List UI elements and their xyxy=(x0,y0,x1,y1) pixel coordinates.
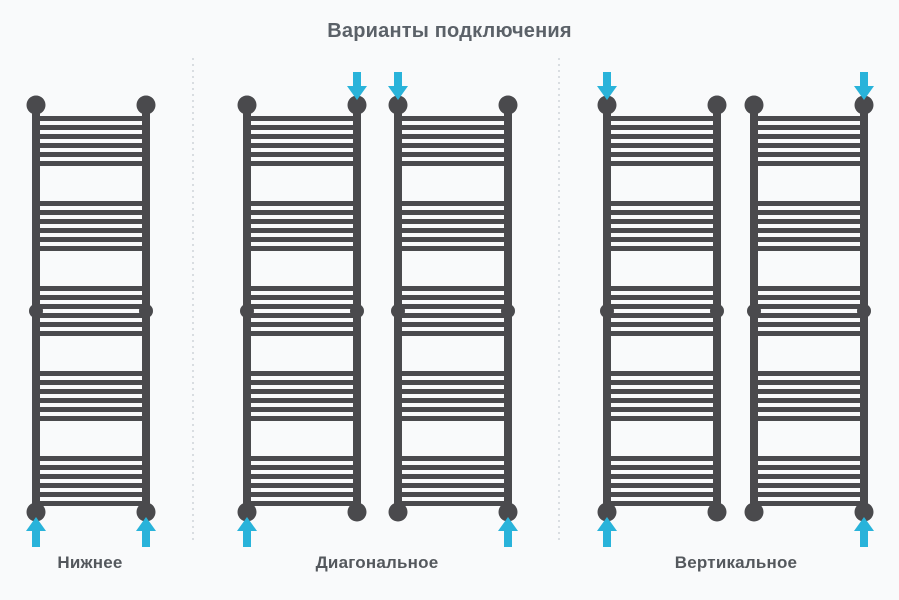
rung-bar xyxy=(603,483,721,488)
rung-bar xyxy=(394,474,512,479)
rung-bar xyxy=(750,134,868,139)
left-middle-connector xyxy=(747,304,761,318)
rung-bar xyxy=(32,456,150,461)
towel-rail-ladder xyxy=(384,70,522,555)
rung-bar xyxy=(32,228,150,233)
rung-bar xyxy=(32,313,150,318)
rung-bar xyxy=(750,286,868,291)
rung-bar xyxy=(394,322,512,327)
left-middle-connector xyxy=(391,304,405,318)
rung-bar xyxy=(243,313,361,318)
rung-bar xyxy=(750,456,868,461)
rung-bar xyxy=(32,246,150,251)
rung-bar xyxy=(603,492,721,497)
rung-bar xyxy=(750,416,868,421)
rung-bar xyxy=(394,210,512,215)
rung-bar xyxy=(243,407,361,412)
rung-bar xyxy=(243,210,361,215)
rung-bar xyxy=(243,416,361,421)
rung-bar xyxy=(750,161,868,166)
left-middle-connector xyxy=(29,304,43,318)
separator-dotted-line xyxy=(558,58,560,544)
rung-bar xyxy=(750,331,868,336)
rung-bar xyxy=(394,228,512,233)
rung-bar xyxy=(243,143,361,148)
rung-bar xyxy=(603,219,721,224)
rung-bar xyxy=(750,201,868,206)
rung-bar xyxy=(243,456,361,461)
rung-bar xyxy=(32,161,150,166)
rung-bar xyxy=(32,492,150,497)
towel-rail-ladder xyxy=(593,70,731,555)
rung-bar xyxy=(394,295,512,300)
rung-bar xyxy=(750,237,868,242)
rung-bar xyxy=(603,313,721,318)
rung-bar xyxy=(750,125,868,130)
connection-type-label: Вертикальное xyxy=(674,553,798,572)
rung-bar xyxy=(603,228,721,233)
rung-bar xyxy=(243,161,361,166)
rung-bar xyxy=(394,161,512,166)
rung-bar xyxy=(750,246,868,251)
rung-bar xyxy=(750,501,868,506)
rung-bar xyxy=(394,116,512,121)
rung-bar xyxy=(243,371,361,376)
rung-bar xyxy=(750,295,868,300)
rung-bar xyxy=(603,125,721,130)
rung-bar xyxy=(603,152,721,157)
top-left-cap xyxy=(27,96,46,115)
rung-bar xyxy=(603,161,721,166)
rung-bar xyxy=(243,483,361,488)
rung-bar xyxy=(243,286,361,291)
rung-bar xyxy=(750,322,868,327)
rung-bar xyxy=(243,237,361,242)
flow-arrow-down-icon xyxy=(854,72,874,100)
top-right-cap xyxy=(137,96,156,115)
right-middle-connector xyxy=(350,304,364,318)
rung-bar xyxy=(603,210,721,215)
flow-arrow-up-icon xyxy=(854,517,874,547)
rung-bar xyxy=(243,380,361,385)
separator-dotted-line xyxy=(192,58,194,544)
towel-rail-ladder xyxy=(22,70,160,555)
rung-bar xyxy=(750,371,868,376)
rung-bar xyxy=(394,125,512,130)
rung-bar xyxy=(603,465,721,470)
towel-rail-ladder xyxy=(233,70,371,555)
rung-bar xyxy=(32,295,150,300)
flow-arrow-up-icon xyxy=(26,517,46,547)
rung-bar xyxy=(750,304,868,309)
rung-bar xyxy=(603,134,721,139)
rung-bar xyxy=(750,474,868,479)
right-middle-connector xyxy=(501,304,515,318)
rung-bar xyxy=(750,313,868,318)
rung-bar xyxy=(394,237,512,242)
rung-bar xyxy=(603,246,721,251)
rung-bar xyxy=(394,331,512,336)
rung-bar xyxy=(603,407,721,412)
rung-bar xyxy=(32,465,150,470)
rung-bar xyxy=(750,219,868,224)
rung-bar xyxy=(394,246,512,251)
rung-bar xyxy=(243,219,361,224)
rung-bar xyxy=(32,398,150,403)
rung-bar xyxy=(750,389,868,394)
rung-bar xyxy=(603,143,721,148)
top-right-cap xyxy=(499,96,518,115)
rung-bar xyxy=(394,134,512,139)
rung-bar xyxy=(32,501,150,506)
flow-arrow-up-icon xyxy=(237,517,257,547)
radiator-body xyxy=(27,96,156,522)
rung-bar xyxy=(32,125,150,130)
rung-bar xyxy=(32,286,150,291)
rung-bar xyxy=(32,322,150,327)
rung-bar xyxy=(32,474,150,479)
rung-bar xyxy=(603,398,721,403)
rung-bar xyxy=(394,465,512,470)
rung-bar xyxy=(394,286,512,291)
connection-type-label: Диагональное xyxy=(315,553,439,572)
rung-bar xyxy=(394,143,512,148)
rung-bar xyxy=(32,201,150,206)
rung-bar xyxy=(32,304,150,309)
rung-bar xyxy=(603,322,721,327)
rung-bar xyxy=(32,407,150,412)
rung-bar xyxy=(603,237,721,242)
rung-bar xyxy=(243,246,361,251)
right-middle-connector xyxy=(710,304,724,318)
flow-arrow-down-icon xyxy=(388,72,408,100)
rung-bar xyxy=(603,331,721,336)
top-left-cap xyxy=(745,96,764,115)
rung-bar xyxy=(394,492,512,497)
rung-bar xyxy=(243,116,361,121)
left-middle-connector xyxy=(240,304,254,318)
flow-arrow-down-icon xyxy=(597,72,617,100)
flow-arrow-up-icon xyxy=(136,517,156,547)
rung-bar xyxy=(32,416,150,421)
rung-bar xyxy=(243,331,361,336)
rung-bar xyxy=(603,371,721,376)
rung-bar xyxy=(394,389,512,394)
rung-bar xyxy=(603,380,721,385)
rung-bar xyxy=(243,228,361,233)
rung-bar xyxy=(603,201,721,206)
rung-bar xyxy=(394,456,512,461)
towel-rail-ladder xyxy=(740,70,878,555)
rung-bar xyxy=(243,125,361,130)
top-right-cap xyxy=(708,96,727,115)
rung-bar xyxy=(243,492,361,497)
rung-bar xyxy=(32,116,150,121)
rung-bar xyxy=(394,219,512,224)
rung-bar xyxy=(243,465,361,470)
rung-bar xyxy=(32,331,150,336)
rung-bar xyxy=(603,501,721,506)
rung-bar xyxy=(603,416,721,421)
rung-bar xyxy=(394,483,512,488)
right-middle-connector xyxy=(139,304,153,318)
rung-bar xyxy=(32,134,150,139)
rung-bar xyxy=(32,219,150,224)
rung-bar xyxy=(394,313,512,318)
rung-bar xyxy=(750,116,868,121)
rung-bar xyxy=(32,380,150,385)
rung-bar xyxy=(603,286,721,291)
rung-bar xyxy=(243,398,361,403)
rung-bar xyxy=(394,501,512,506)
page-title: Варианты подключения xyxy=(327,20,572,42)
rung-bar xyxy=(603,295,721,300)
rung-bar xyxy=(750,380,868,385)
rung-bar xyxy=(243,501,361,506)
rung-bar xyxy=(32,389,150,394)
rung-bar xyxy=(750,152,868,157)
rung-bar xyxy=(243,389,361,394)
rung-bar xyxy=(32,483,150,488)
rung-bar xyxy=(750,210,868,215)
rung-bar xyxy=(394,416,512,421)
rung-bar xyxy=(394,407,512,412)
flow-arrow-down-icon xyxy=(347,72,367,100)
top-left-cap xyxy=(238,96,257,115)
rung-bar xyxy=(603,116,721,121)
rung-bar xyxy=(750,398,868,403)
flow-arrow-up-icon xyxy=(498,517,518,547)
rung-bar xyxy=(32,143,150,148)
radiator-body xyxy=(598,96,727,522)
rung-bar xyxy=(243,304,361,309)
rung-bar xyxy=(394,152,512,157)
rung-bar xyxy=(243,474,361,479)
rung-bar xyxy=(394,371,512,376)
rung-bar xyxy=(603,304,721,309)
rung-bar xyxy=(750,143,868,148)
left-middle-connector xyxy=(600,304,614,318)
rung-bar xyxy=(394,398,512,403)
rung-bar xyxy=(32,371,150,376)
rung-bar xyxy=(750,228,868,233)
rung-bar xyxy=(32,152,150,157)
rung-bar xyxy=(750,407,868,412)
rung-bar xyxy=(603,389,721,394)
rung-bar xyxy=(603,456,721,461)
rung-bar xyxy=(394,304,512,309)
rung-bar xyxy=(243,201,361,206)
right-middle-connector xyxy=(857,304,871,318)
radiator-body xyxy=(389,96,518,522)
radiator-body xyxy=(238,96,367,522)
rung-bar xyxy=(394,380,512,385)
rung-bar xyxy=(750,465,868,470)
rung-bar xyxy=(32,237,150,242)
flow-arrow-up-icon xyxy=(597,517,617,547)
rung-bar xyxy=(394,201,512,206)
rung-bar xyxy=(243,152,361,157)
rung-bar xyxy=(750,492,868,497)
rung-bar xyxy=(32,210,150,215)
rung-bar xyxy=(750,483,868,488)
radiator-body xyxy=(745,96,874,522)
rung-bar xyxy=(603,474,721,479)
rung-bar xyxy=(243,295,361,300)
rung-bar xyxy=(243,322,361,327)
connection-type-label: Нижнее xyxy=(57,553,123,572)
rung-bar xyxy=(243,134,361,139)
